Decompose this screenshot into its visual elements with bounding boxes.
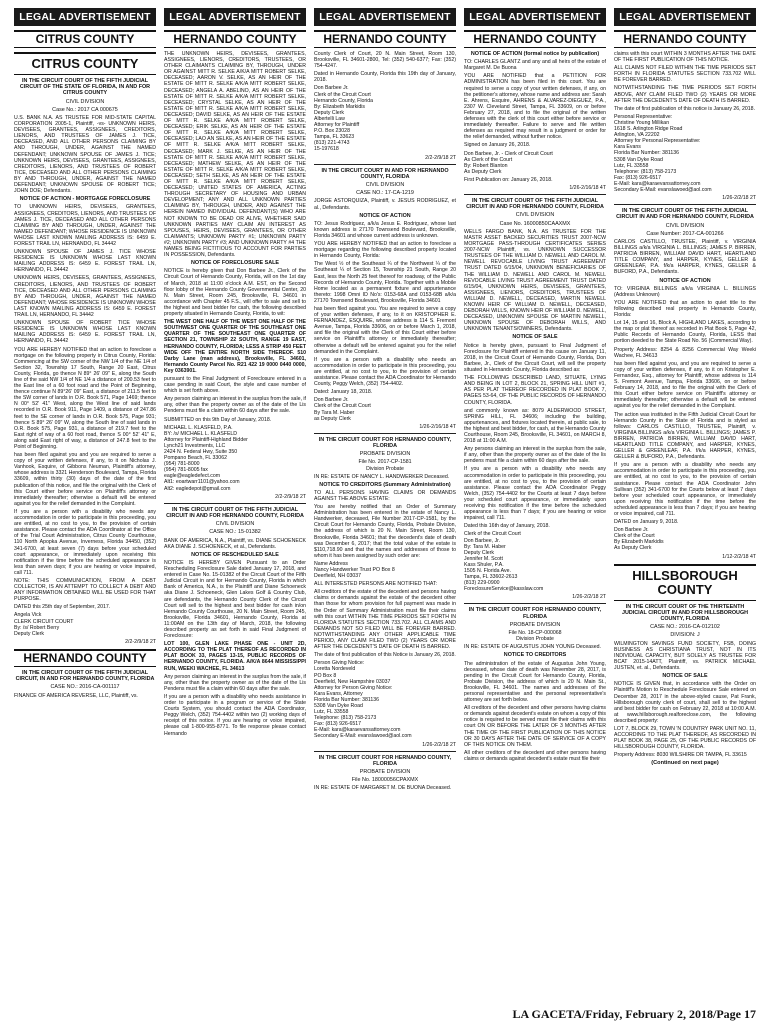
county-heading: HERNANDO COUNTY <box>164 30 306 48</box>
notice-text: YOU ARE HEREBY NOTIFIED that an action to foreclose a mortgage regarding the following described property located in Hernando County, Florida: <box>314 241 456 260</box>
notice-text: Any person claiming an interest in the surplus from the sale, if any, other than the property owner as of the date of the Lis Pendens must file a claim within 60 days after the sale. <box>164 396 306 415</box>
run-dates: 1/26-2/2/18 2T <box>422 741 456 748</box>
county-heading: HERNANDO COUNTY <box>464 30 606 48</box>
court-caption: IN THE CIRCUIT COURT OF THE FIFTH JUDICIAL CIRCUIT OF THE STATE OF FLORIDA, IN AND FOR CITRUS COUNTY <box>19 78 151 97</box>
notice-text: SUBMITTED on this 9th Day of January, 2018. <box>164 416 272 423</box>
notice-text: has been filed against you, and you are required to serve a copy of your written defenses, if any, to it on Kristopher E. Fernandez, Esq., attorney for Plaintiff, whose address is 114 S. Fremont Avenue, Tampa, Florida 33606, on or before February 14, 2018, and to file the original with the Clerk of this Court either before service on Plaintiff's attorney or immediately thereafter; otherwise a default will be entered against you for the relief demanded in the Complaint. <box>614 360 756 410</box>
divider <box>314 164 456 165</box>
court-caption: IN THE CIRCUIT COURT FOR HERNANDO COUNTY, FLORIDA <box>318 436 452 449</box>
court-caption: IN THE CIRCUIT COURT IN AND FOR HERNANDO COUNTY, FLORIDA <box>321 167 449 180</box>
notice-text: The date of first publication of this notice is January 26, 2018. <box>614 105 756 112</box>
divider <box>614 204 756 205</box>
county-heading: CITRUS COUNTY <box>14 52 156 75</box>
run-dates: 2/2-2/9/18 2T <box>125 638 156 645</box>
notice-text: County Clerk of Court, 20 N. Main Street, Room 130, Brooksville, FL 34601-2800, Tel: (352) 540-6377; Fax: (352) 754-4247. <box>314 51 456 70</box>
run-dates: 1/26-2/16/18 4T <box>419 423 456 430</box>
division-label: PROBATE DIVISION <box>359 451 411 458</box>
case-number: File No. 2017-CP-1581 Division Probate <box>358 459 412 472</box>
divider <box>314 433 456 434</box>
notice-text: The administration of the estate of Augustus John Young, deceased, whose date of death was November 28, 2017, is pending in the Circuit Court for Hernando County, Florida, Probate Division, the address of which is 20 N. Main St., Brooksville, FL 34601. The names and addresses of the personal representative and the personal representative's attorney are set forth below. <box>464 660 606 704</box>
case-number: CASE NO.: 2016-CA-001117 <box>50 684 120 691</box>
county-heading: CITRUS COUNTY <box>14 30 156 48</box>
legal-ad-header: LEGAL ADVERTISEMENT <box>614 8 756 26</box>
legal-description: LOT 100, GLEN LAKE PHASE ONE - UNIT 2D, ACCORDING TO THE PLAT THEREOF AS RECORDED IN PLAT BOOK 33, PAGES 13-15, PUBLIC RECORDS OF HERNANDO COUNTY, FLORIDA. A/K/A 8644 MISSISSIPPI RUN, WEEKI WACHEE, FL 34613 <box>164 641 306 672</box>
run-dates: 1/12-2/2/18 4T <box>722 553 756 560</box>
notice-text: All creditors of the estate of the decedent and persons having claims or demands against the estate of the decedent other than those for whom provision for full payment was made in the Order of Summary Administration must file their claims with this court WITHIN THE TIME PERIODS SET FORTH IN FLORIDA STATUTES SECTION 733.702. ALL CLAIMS AND DEMANDS NOT SO FILED WILL BE FOREVER BARRED. NOTWITHSTANDING ANY OTHER APPLICABLE TIME PERIOD, ANY CLAIM FILED TWO (2) YEARS OR MORE AFTER THE DECEDENT'S DATE OF DEATH IS BARRED. <box>314 589 456 651</box>
signature-block: Personal Representative: Christine Young Millikan 1618 S. Arlington Ridge Road Arlington, VA 22202 Attorney for Personal Representative: Kara Evans Florida Bar Number: 381136 5308 Van Dyke Road Lutz, FL 33558 Telephone: (813) 758-2173 Fax: (813) 926-6517 E-Mail: kara@karaevansattorney.com Secondary E-Mail: evanslawoed@aol.com <box>614 113 712 193</box>
legal-ad-header: LEGAL ADVERTISEMENT <box>164 8 306 26</box>
notice-text: TO: VIRGINIA BILLINGS a/k/a VIRGINIA L. BILLINGS (Address Unknown) <box>614 285 756 298</box>
case-number: File No. 18-CP-000068 Division Probate <box>508 630 562 643</box>
notice-text: If you are a person with a disability who needs any accommodation in order to participate in this proceeding, you are entitled, at no cost to you, to the provision of certain assistance. Please contact the ADA Coordinator John Sullivan (352) 341-6700 for the Courts below at least 7 days before your scheduled court appearance, or immediately upon receiving this notification if the time before the scheduled appearance is less than 7 days; if you are hearing or voice impaired, call 711. <box>614 462 756 518</box>
case-number: CASE NO.: 17-CA-1219 <box>356 190 414 197</box>
notice-text: Property Address: 8030 WILSHIRE DR TAMPA, FL 33615 <box>614 752 747 759</box>
column-5 <box>614 30 756 1002</box>
notice-text: NOTICE IS HEREBY GIVEN Pursuant to an Order Rescheduling Foreclosure Sale dated January 17, 2018, and entered in Case No. 15-01382 of the Circuit Court of the Fifth Judicial Circuit in and for Hernando County, Florida in which Bank of America, N.A., is the Plaintiff and Diane Schoeneck aka Diane J. Schoeneck, Glen Lakes Golf & Country Club, are defendants, the Hernando County Clerk of the Circuit Court will sell to the highest and best bidder for cash in/on Hernando County Courthouse, 20 N. Main Street, Room 245, Brooksville, Florida 34601, Hernando County, Florida at 11:00AM on the 13th day of March, 2018, the following described property as set forth in said Final Judgment of Foreclosure: <box>164 559 306 640</box>
case-number: CASE NO.: 15-01382 <box>209 529 261 536</box>
signature-block: MICHAEL L. KLASFELD, P.A. BY: /s/ MICHAEL L. KLASFELD Attorney for Plaintiff-Highland Bidder Lynch21 Investments, LLC 2424 N. Federal Hwy, Suite 350 Pompano Beach, FL 33062 (954) 781-8000 (954) 781-8005 fax eagle@eagledefect.com Alt1: eoartwarr1101@yahoo.com Alt2: eagledepot@gmail.com <box>164 424 248 492</box>
notice-text: Signed on January 26, 2018. <box>464 142 531 149</box>
notice-text: UNKNOWN HEIRS, DEVISEES, GRANTEES, ASSIGNEES, CREDITORS, LIENORS, AND TRUSTEES OF ROBERT TICE, DECEASED AND ALL OTHER PERSONS CLAIMING BY AND THROUGH, UNDER, AGAINST THE NAMED DEFENDANT; WHOSE RESIDENCE IS UNKNOWN WHOSE LAST KNOWN MAILING ADDRESS IS: 6459 E. FOREST TRAIL LN, HERNANDO, FL 34442 <box>14 275 156 319</box>
notice-text: NOTICE IS GIVEN that, in accordance with the Order on Plaintiff's Motion to Reschedule Foreclosure Sale entered on December 28, 2017 in the above-styled cause, Pat Frank, Hillsborough county clerk of court, shall sell to the highest and best bidder for cash on February 22, 2018 at 10:00 A.M. at www.hillsborough.realforeclose.com, the following described property: <box>614 681 756 724</box>
court-caption: IN THE CIRCUIT COURT OF THE FIFTH JUDICIAL CIRCUIT, IN AND FOR HERNANDO COUNTY, FLORIDA <box>15 669 155 683</box>
notice-title: NOTICE TO CREDITORS <box>503 652 567 659</box>
divider <box>464 603 606 604</box>
continued-note: (Continued on next page) <box>651 760 719 767</box>
notice-text: TO: CHARLES GLANTZ and any and all heirs of the estate of Margaret M. De Buona <box>464 59 606 72</box>
division-label: CIVIL DIVISION <box>665 222 705 229</box>
signature-block: Don Barbee Jr. Clerk of the Court By Elizabeth Markidis As Deputy Clerk <box>614 527 664 552</box>
legal-description: Lot 14, 15 and 16, Block A, HIGHLAND LAKES, according to the map or plat thereof as recorded in Plat Book 5, Page 42, Public Records of Hernando County, Florida, LESS that portion deeded to the State Road No. 56 (Commercial Way). <box>614 320 756 345</box>
notice-title: NOTICE OF ACTION <box>659 277 711 284</box>
legal-description: LOT 7, BLOCK 29, TOWN 'N COUNTRY PARK UNIT NO. 11, ACCORDING TO THE PLAT THEREOF, AS RECORDED IN PLAT BOOK 38, PAGE 25, OF THE PUBLIC RECORDS OF HILLSBOROUGH COUNTY, FLORIDA. <box>614 726 756 751</box>
court-caption: IN THE CIRCUIT COURT OF THE THIRTEENTH JUDICIAL CIRCUIT IN AND FOR HILLSBOROUGH COUNTY, FLORIDA <box>621 603 749 623</box>
county-heading: HERNANDO COUNTY <box>14 649 156 667</box>
legal-description: THE FOLLOWING DESCRIBED LAND, SITUATE, LYING AND BEING IN LOT 2, BLOCK 21, SPRING HILL UNIT #1, AS PER PLAT THEREOF RECORDED IN PLAT BOOK 7, PAGES 53-64, OF THE PUBLIC RECORDS OF HERNANDO COUNTY, FLORIDA. <box>464 375 606 406</box>
division-label: CIVIL DIVISION <box>65 98 105 105</box>
notice-text: YOU ARE NOTIFIED that an action to quiet title to the following described real property in Hernando County, Florida: <box>614 299 756 319</box>
division-label: DIVISION: J <box>670 632 700 639</box>
notice-text: and commonly known as: 8079 ALDERWOOD STREET, SPRING HILL, FL 34606; including the building, appurtenances, and fixtures located therein, at public sale, to the highest and best bidder, for cash, at the Hernando County Courthouse, Room 245, Brooksville, FL 34601, on MARCH 8, 2018 at 11:00 A.M. <box>464 407 606 445</box>
notice-text: NOTWITHSTANDING THE TIME PERIODS SET FORTH ABOVE, ANY CLAIM FILED TWO (2) YEARS OR MORE AFTER THE DECEDENT'S DATE OF DEATH IS BARRED. <box>614 85 756 104</box>
notice-text: ALL CLAIMS NOT FILED WITHIN THE TIME PERIODS SET FORTH IN FLORIDA STATUTES SECTION 733.702 WILL BE FOREVER BARRED. <box>614 65 756 84</box>
parties-text: IN RE: ESTATE OF AUGUSTUS JOHN YOUNG Deceased. <box>464 644 601 651</box>
court-caption: IN THE CIRCUIT COURT OF THE FIFTH JUDICIAL CIRCUIT IN AND FOR HERNANDO COUNTY, FLORIDA <box>616 208 754 221</box>
notice-text: All other creditors of the decedent and other persons having claims or demands against decedent's estate must file their <box>464 749 606 762</box>
run-dates: 1/26-2/16/18 4T <box>569 184 606 191</box>
notice-text: YOU ARE HEREBY NOTIFIED that an action to foreclose a mortgage on the following property in Citrus County, Florida: Commencing at the SW corner of the NW 1/4 of the NE 1/4 of Section 32, Township 17 South, Range 20 East, Citrus County, Florida, go thence N 89° 26' 09" E, along the South line of the said NW 1/4 of NE 1/4 a distance of 200.53 feet to the East line of a 60 foot road and the Point of Beginning, thence continue N 89°26' 09" East, a distance of 211.5 feet to the SW corner of lands in O.R. Book 571, Page 1469; thence N 00° 52' 41" West, along the West line of said lands recorded in O.R. Book 911, Page 1409, a distance of 247.86 feet to the SE corner of lands in O.R. Book 575, Page 931; thence S 89° 26' 09" W, along the South line of said lands in O.R. Book 575, Page 931, a distance of 219.7 feet to the East right of way of a 60 foot road, thence S 00° 52' 41" E, along said East right of way, a distance of 247.8 feet to the Point of Beginning. <box>14 346 156 450</box>
case-number: CASE NO.: 2016-CA-012102 <box>650 624 720 631</box>
division-label: PROBATE DIVISION <box>509 621 561 628</box>
case-number: File No. 18000056CPAXMX <box>351 777 419 784</box>
signature-block: Angela Vick CLERK CIRCUIT COURT By: /s/ Robert Berry Deputy Clerk <box>14 612 74 637</box>
notice-text: claims with this court WITHIN 3 MONTHS AFTER THE DATE OF THE FIRST PUBLICATION OF THIS NOTICE. <box>614 51 756 64</box>
notice-text: If you are a person with a disability who needs any accommodation in order to participate in this proceeding, you are entitled, at no cost to you, to the provision of certain assistance. Please contact the ADA Coordinator at the Office of the Trial Court Administration, Citrus County Courthouse, 110 North Apopka Avenue, Inverness, Florida 34450, (352) 341-6700, at least seven (7) days before your scheduled court appearance, or immediately upon receiving this notification if the time before the scheduled appearance is less than seven days; if you are hearing or voice impaired, call 711. <box>14 508 156 576</box>
parties-text: THE UNKNOWN HEIRS, DEVISEES, GRANTEES, ASSIGNEES, LIENORS, CREDITORS, TRUSTEES, OR OTHER CLAIMANTS CLAIMING BY, THROUGH, UNDER OR AGAINST MITT R. SELKE A/K/A MITT ROBERT SELKE, DECEASED; AARON V. SELKE, AS AN HEIR OF THE ESTATE OF MITT R. SELKE A/K/A MITT ROBERT SELKE, DECEASED; ANGELA A. ABELINO, AS AN HEIR OF THE ESTATE OF MITT R. SELKE A/K/A MITT ROBERT SELKE, DECEASED; CRYSTAL SELKE, AS AN HEIR OF THE ESTATE OF MITT R. SELKE A/K/A MITT ROBERT SELKE, DECEASED; DAVID SELKE, AS AN HEIR OF THE ESTATE OF MITT R. SELKE A/K/A MITT ROBERT SELKE, DECEASED; ERIK SELKE, AS AN HEIR OF THE ESTATE OF MITT R. SELKE A/K/A MITT ROBERT SELKE, DECEASED; LAO AN SELKE, AS AN HEIR OF THE ESTATE OF MITT R. SELKE A/K/A MITT ROBERT SELKE, DECEASED; MARK J. SELKE, AS AN HEIR OF THE ESTATE OF MITT R. SELKE A/K/A MITT ROBERT SELKE, DECEASED; MATHEW SELKE, AS AN HEIR OF THE ESTATE OF MITT R. SELKE A/K/A MITT ROBERT SELKE, DECEASED; SETH SELKE, AS AN HEIR OF THE ESTATE OF MITT R. SELKE A/K/A MITT ROBERT SELKE, DECEASED; UNITED STATES OF AMERICA, ACTING THROUGH SECRETARY OF HOUSING AND URBAN DEVELOPMENT; ANY AND ALL UNKNOWN PARTIES CLAIMING BY, THROUGH, UNDER, AND AGAINST THE HEREIN NAMED INDIVIDUAL DEFENDANT(S) WHO ARE NOT KNOWN TO BE DEAD OR ALIVE, WHETHER SAID UNKNOWN PARTIES MAY CLAIM AN INTEREST AS SPOUSES, HEIRS, DEVISEES, GRANTEES, OR OTHER CLAIMANTS; UNKNOWN PARTY #1; UNKNOWN PARTY #2; UNKNOWN PARTY #3; AND UNKNOWN PARTY #4 THE NAMES BEING FICTITIOUS TO ACCOUNT FOR PARTIES IN POSSESSION, Defendants. <box>164 51 306 259</box>
column-4 <box>464 30 606 1002</box>
signature-block: Don Barbee Jr. Clerk of the Circuit Court Hernando County, Florida By: Elizabeth Markidis Deputy Clerk Albertelli Law Attorney for Plaintiff P.O. Box 23028 Tampa, FL 33623 (813) 221-4743 15-197618 <box>314 85 374 153</box>
notice-text: Dated: January 18, 2018. <box>314 389 373 396</box>
header-row <box>14 8 756 26</box>
notice-title: NOTICE OF ACTION <box>359 212 411 219</box>
notice-text: If you are a person with a disability who needs an accommodation in order to participate in this proceeding, you are entitled, at no cost to you, to the provision of certain assistance. Please contact the ADA Coordinator for Hernando County, Peggy Welch, (352) 754-4402. <box>314 356 456 388</box>
signature-block: Clerk of the Circuit Court Don Barbee, Jr. By: Tara M. Haber Deputy Clerk Jennifer M. Scott Kass Shuler, P.A. 1505 N. Florida Ave. Tampa, FL 33602-2613 (813) 229-0900 ForeclosureService@kasslaw.com <box>464 531 544 593</box>
signature-block: Don Barbee Jr. Clerk of the Circuit Court By Tara M. Haber as Deputy Clerk <box>314 397 371 422</box>
notice-text: TO: Jesus Rodriguez, a/k/a Jesus E. Rodriguez, whose last known address is 27170 Townsend Boulevard, Brooksville, Florida 34601 and whose current address is unknown. <box>314 220 456 239</box>
notice-title: NOTICE TO CREDITORS (Summary Administration) <box>319 481 451 488</box>
court-caption: IN THE CIRCUIT COURT FOR HERNANDO COUNTY, FLORIDA <box>468 607 602 620</box>
division-label: CIVIL DIVISION <box>515 212 555 219</box>
parties-text: JORGE ASTORQUIZA, Plaintiff, v. JESUS RODRIGUEZ, et al., Defendants. <box>314 198 456 211</box>
parties-text: IN RE: ESTATE OF NANCY L. HANDWERKER Deceased. <box>314 473 450 480</box>
page-footer: LA GACETA/Friday, February 2, 2018/Page 17 <box>512 1007 756 1021</box>
notice-title: NOTICE OF SALE <box>662 673 708 680</box>
notice-text: UNKNOWN SPOUSE OF JAMES J. TICE WHOSE RESIDENCE IS UNKNOWN WHOSE LAST KNOWN MAILING ADDRESS IS: 6459 E. FOREST TRAIL LN, HERNANDO, FL 34442 <box>14 249 156 274</box>
run-dates: 1/26-2/2/18 2T <box>572 594 606 601</box>
division-label: PROBATE DIVISION <box>359 769 411 776</box>
notice-text: All creditors of the decedent and other persons having claims or demands against decedent's estate on whom a copy of this notice is required to be served must file their claims with this court ON OR BEFORE THE LATER OF 3 MONTHS AFTER THE TIME OF THE FIRST PUBLICATION OF THIS NOTICE OR 30 DAYS AFTER THE DATE OF SERVICE OF A COPY OF THIS NOTICE ON THEM. <box>464 705 606 748</box>
division-label: CIVIL DIVISION <box>215 521 255 528</box>
court-caption: IN THE CIRCUIT COURT OF THE FIFTH JUDICIAL CIRCUIT IN AND FOR HERNANDO COUNTY, FLORIDA <box>466 198 604 211</box>
run-dates: 2/2-2/9/18 2T <box>425 154 456 161</box>
notice-text: NOTICE is hereby given that Don Barbee Jr., Clerk of the Circuit Court of Hernando County, Florida, will on the 1st day of March, 2018 at 11:00 o'clock A.M. EST, on the Second floor lobby of the Hernando County Governmental Center, 20 N. Main Street, Room 245, Brooksville, FL 34601 in accordance with Chapter 45 F.S., will offer to sale and sell to the highest and best bidder for cash, the following described property situated in Hernando County, Florida, to wit: <box>164 268 306 318</box>
legal-description: The West ½ of the Southeast ¼ of the Northwest ¼ of the Southeast ¼ of Section 15, Township 21 South, Range 20 East, less the North 25 feet thereof for roadway, of the Public Records of Hernando County, Florida. Together with a Mobile Home located as a permanent fixture and appurtenance thereto: 1998 Omni ID No's: 0153-68A and 0153-68B a/k/a 27170 Townsend Boulevard, Brooksville, Florida 34601 <box>314 261 456 304</box>
notice-text: The date of first publication of this Notice is January 26, 2018. <box>314 652 456 659</box>
county-heading: HERNANDO COUNTY <box>314 30 456 48</box>
notice-text: YOU ARE NOTIFIED that a PETITION FOR ADMINISTRATION has been filed in this court. You are required to serve a copy of your written defenses, if any, on the petitioner's attorney, whose name and address are: Sarah E. Ahrens, Esquire, AHRENS & ALVAREZ-DIEGUEZ, P.A., 2307 W. Cleveland Street, Tampa, FL 33609, on or before February 27, 2018, and to file the original of the written defenses with the clerk of this court either before service or immediately thereafter. Failure to serve and file written defenses as required may result in a judgment or order for the relief demanded, without further notice. <box>464 73 606 141</box>
case-number: Case Number: 2017-CA-001266 <box>646 230 724 237</box>
notice-text: has been filed against you. You are required to serve a copy of your written defenses, if any, to it on KRISTOPHER E. FERNANDEZ, ESQUIRE, whose address is 114 S. Fremont Avenue, Tampa, Florida 33606, on or before March 1, 2018, and file the original with the Clerk of this Court either before service on Plaintiff's attorney or immediately thereafter; otherwise a default will be entered against you for the relief demanded in the Complaint. <box>314 306 456 355</box>
notice-text: You are hereby notified that an Order of Summary Administration has been entered in the estate of Nancy L. Handwerker, deceased, File Number 2017-CP-1581, by the Circuit Court for Hernando County, Florida, Probate Division, the address of which is 20 N. Main Street, Room 130, Brooksville, Florida 34601; that the decedent's date of death was December 6, 2017; that the total value of the estate is $110,718.90 and that the names and addresses of those to whom it has been assigned by such order are: <box>314 504 456 559</box>
column-1 <box>14 30 156 1002</box>
parties-text: IN RE: ESTATE OF MARGARET M. DE BUONA Deceased. <box>314 785 452 792</box>
court-caption: IN THE CIRCUIT COURT OF THE FIFTH JUDICIAL CIRCUIT IN AND FOR HERNANDO COUNTY, FLORIDA <box>166 506 304 519</box>
signature-block: Person Giving Notice: Loretta Nordeveld PO Box 8 Deerfield, New Hampshire 03037 Attorney for Person Giving Notice: Kara Evans, Attorney Florida Bar Number: 381136 5308 Van Dyke Road Lutz, FL 33558 Telephone: (813) 758-2173 Fax: (813) 926-6517 E-Mail: kara@karaevansattorney.com Secondary E-Mail: evanslawoed@aol.com <box>314 660 412 740</box>
legal-ad-header: LEGAL ADVERTISEMENT <box>464 8 606 26</box>
parties-text: BANK OF AMERICA, N.A., Plaintiff, vs. DIANE SCHOENECK AKA DIANE J. SCHOENECK, et al., Defendants. <box>164 537 306 550</box>
parties-text: WILMINGTON SAVINGS FUND SOCIETY, FSB, DOING BUSINESS AS CHRISTIANA TRUST, NOT IN ITS INDIVIDUAL CAPACITY, BUT SOLELY AS TRUSTEE FOR BCAT 2015-14ATT, Plaintiff, vs. PATRICK MICHAEL JUSTEN, et. al., Defendants. <box>614 640 756 672</box>
assignee-table: Name Address Nancy Handwerker Trust PO Box 8 Deerfield, NH 03037 <box>314 560 395 580</box>
case-number: Case No. 16000850CAAXMX <box>499 220 571 227</box>
notice-text: pursuant to the Final Judgment of Foreclosure entered in a case pending in said Court, the style and case number of which is set forth above. <box>164 375 306 395</box>
notice-title: NOTICE OF RESCHEDULED SALE <box>191 551 279 558</box>
notice-text: Dated this 16th day of January, 2018. <box>464 523 550 530</box>
notice-title: NOTICE OF ACTION (formal notice by publication) <box>470 51 600 57</box>
column-3 <box>314 30 456 1002</box>
county-heading: HILLSBOROUGH COUNTY <box>614 564 756 601</box>
division-label: CIVIL DIVISION <box>365 182 405 188</box>
notice-text: The action was instituted in the Fifth Judicial Circuit Court for Hernando County in the State of Florida and is styled as follows: CARLOS CASTILLO, TRUSTEE, Plaintiff, v. VIRGINIA BILLINGS a/k/a VIRGINIA L. BILLINGS; JAMES P. BIRREN, PATRICIA BIRREN, WILLIAM DAVID HART, HEARTLAND TITLE COMPANY, and HARPER, KYNES, GELLER & GREENLEAF, P.A. f/k/a HARPER, KYNES, GELLER & BUFORD, P.A., Defendants. <box>614 411 756 461</box>
notice-text: If you are a person with a disability who needs assistance in order to participate in a program or service of the State Courts System, you should contact the ADA Coordinator, Peggy Welch, (352) 754-4402 within two (2) working days of receipt of this notice. If you are hearing or voice impaired, please call 1-800-955-8771. To file response please contact Hernando <box>164 693 306 737</box>
court-caption: IN THE CIRCUIT COURT FOR HERNANDO COUNTY, FLORIDA <box>318 754 452 767</box>
notice-text: Notice is hereby given, pursuant to Final Judgment of Foreclosure for Plaintiff entered in this cause on January 11, 2018, in the Circuit Court of Hernando County, Florida, Don Barbee, Jr., Clerk of the Circuit Court, will sell the property situated in Hernando County, Florida described as: <box>464 342 606 374</box>
signature-block: Don Barbee, Jr. - Clerk of Circuit Court As Clerk of the Court By: Robert Blanton As Deputy Clerk <box>464 150 553 175</box>
divider <box>164 503 306 504</box>
newspaper-page <box>14 8 756 1008</box>
county-heading: HERNANDO COUNTY <box>614 30 756 48</box>
parties-text: CARLOS CASTILLO, TRUSTEE, Plaintiff, v. VIRGINIA BILLINGS a/k/a VIRGINIA L. BILLINGS; JAMES P. BIRREN, PATRICIA BIRREN, WILLIAM DAVID HART, HEARTLAND TITLE COMPANY, and HARPER, KYNES, GELLER & GREENLEAF, P.A. f/k/a HARPER, KYNES, GELLER & BUFORD, P.A., Defendants. <box>614 238 756 276</box>
notice-text: TO ALL PERSONS HAVING CLAIMS OR DEMANDS AGAINST THE ABOVE ESTATE: <box>314 489 456 502</box>
notice-text: Any person claiming an interest in the surplus from the sale, if any, other than the property owner as of the date of the Lis Pendens must file a claim within 60 days after the sale. <box>164 673 306 692</box>
notice-text: UNKNOWN SPOUSE OF ROBERT TICE WHOSE RESIDENCE IS UNKNOWN WHOSE LAST KNOWN MAILING ADDRESS IS: 6459 E. FOREST TRAIL LN, HERNANDO, FL 34442 <box>14 320 156 345</box>
parties-text: U.S. BANK N.A. AS TRUSTEE FOR MID-STATE CAPITAL CORPORATION 2005-1, Plaintiff, -vs- UNKNOWN HEIRS, DEVISEES, GRANTEES, ASSIGNEES, CREDITORS, LIENORS, AND TRUSTEES OF JAMES J. TICE, DECEASED, AND ALL OTHER PERSONS CLAIMING BY AND THROUGH, UNDER, AGAINST THE NAMED DEFENDANT; UNKNOWN SPOUSE OF JAMES J. TICE; UNKNOWN HEIRS, DEVISEES, GRANTEES, ASSIGNEES, CREDITORS, LIENORS, AND TRUSTEES OF ROBERT TICE, DECEASED AND ALL OTHER PERSONS CLAIMING BY AND THROUGH, UNDER, AGAINST THE NAMED DEFENDANT; UNKNOWN SPOUSE OF ROBERT TICE; JOHN DOE; Defendants. <box>14 115 156 195</box>
legal-ad-header: LEGAL ADVERTISEMENT <box>14 8 156 26</box>
notice-text: If you are a person with a disability who needs any accommodation in order to participate in this proceeding, you are entitled, at no cost to you, to the provision of certain assistance. Please contact the ADA Coordinator Peggy Welch, (352) 754-4402 for the Courts at least 7 days before your scheduled court appearance, or immediately upon receiving this notification if the time before the scheduled appearance is less than 7 days; if you are hearing or voice impaired, call 711. <box>464 466 606 522</box>
notice-text: DATED on January 9, 2018. <box>614 519 679 526</box>
divider <box>464 194 606 195</box>
notice-text: Any persons claiming an interest in the surplus from the sale, if any, other than the property owner as of the date of the lis pendens must file a claim within 60 days after the sale. <box>464 446 606 465</box>
run-dates: 2/2-2/9/18 2T <box>275 493 306 500</box>
notice-text: has been filed against you and you are required to serve a copy of your written defenses, if any, to it on Nicholas J. Vanhook, Esquire, of Gibbons Neuman, Plaintiff's attorney, whose address is 3321 Henderson Boulevard, Tampa, Florida 33609, within thirty (30) days of the date of the first publication of this notice, and file the original with the Clerk of this Court either before service on Plaintiff's attorney or immediately thereafter; otherwise a default will be entered against you for the relief demanded in the Complaint. <box>14 452 156 507</box>
notice-title: NOTICE OF ACTION - MORTGAGE FORECLOSURE <box>19 196 151 203</box>
notice-text: Dated in Hernando County, Florida this 19th day of January, 2018. <box>314 71 456 84</box>
notice-text: First Publication on: January 26, 2018. <box>464 176 553 183</box>
columns <box>14 30 756 1002</box>
parties-text: FINANCE OF AMERICA REVERSE, LLC, Plaintiff, vs. <box>14 692 138 699</box>
notice-text: ALL INTERESTED PERSONS ARE NOTIFIED THAT: <box>314 581 437 588</box>
legal-ad-header: LEGAL ADVERTISEMENT <box>314 8 456 26</box>
parties-text: WELLS FARGO BANK, N.A. AS TRUSTEE FOR THE MASTR ASSET BACKED SECURITIES TRUST 2007-NCW MORTGAGE PASS-THROUGH CERTIFICATES SERIES 2007-NCW Plaintiff, vs. UNKNOWN SUCCESSOR TRUSTEES OF THE WILLIAM D. NEWELL AND CAROL M. NEWELL REVOCABLE LIVING TRUST AGREEMENT TRUST DATED 6/15/04, UNKNOWN BENEFICIARIES OF THE WILLIAM D. NEWELL AND CAROL M. NEWELL REVOCABLE LIVING TRUST AGREEMENT TRUST DATED 6/15/04, UNKNOWN HEIRS, DEVISEES, GRANTEES, ASSIGNEES, LIENORS, CREDITORS, TRUSTEES OF WILLIAM D. NEWELL, DECEASED, MARTIN NEWELL KNOWN HEIR OF WILLIAM D. NEWELL, DECEASED, DEBORAH WILLS, KNOWN HEIR OF WILLIAM D. NEWELL, DECEASED, UNKNOWN SPOUSE OF MARTIN NEWELL, UNKNOWN SPOUSE OF DEBORAH WILLS, AND UNKNOWN TENANTS/OWNERS, Defendants. <box>464 228 606 333</box>
run-dates: 1/26-2/2/18 2T <box>722 195 756 202</box>
notice-text: TO UNKNOWN HEIRS, DEVISEES, GRANTEES, ASSIGNEES, CREDITORS, LIENORS, AND TRUSTEES OF JAMES J. TICE, DECEASED AND ALL OTHER PERSONS CLAIMING BY AND THROUGH, UNDER, AGAINST THE NAMED DEFENDANT; WHOSE RESIDENCE IS UNKNOWN WHOSE LAST KNOWN MAILING ADDRESS IS: 6459 E. FOREST TRAIL LN, HERNANDO, FL 34442 <box>14 204 156 247</box>
notice-title: NOTICE OF FORECLOSURE SALE <box>190 260 280 267</box>
notice-title: NOTICE OF SALE <box>512 334 558 341</box>
case-number: Case No.: 2017 CA 000675 <box>52 106 118 113</box>
column-2 <box>164 30 306 1002</box>
divider <box>314 751 456 752</box>
notice-text: DATED this 25th day of September, 2017. <box>14 604 111 611</box>
notice-text: NOTE: THIS COMMUNICATION, FROM A DEBT COLLECTOR, IS AN ATTEMPT TO COLLECT A DEBT AND ANY INFORMATION OBTAINED WILL BE USED FOR THAT PURPOSE. <box>14 577 156 603</box>
notice-text: Property Address: 8254 & 8256 Commercial Way Weeki Wachee, FL 34613 <box>614 346 756 359</box>
legal-description: THE WEST ONE HALF OF THE WEST ONE HALF OF THE SOUTHWEST ONE QUARTER OF THE SOUTHEAST ONE QUARTER OF THE SOUTHEAST ONE QUARTER OF SECTION 21, TOWNSHIP 22 SOUTH, RANGE 19 EAST, HERNANDO COUNTY, FLORIDA; LESS A STRIP 450 FEET WIDE OFF THE ENTIRE NORTH SIDE THEREOF. 510 Darby Lane (man address), Brooksville, FL 34601, Hernando County Parcel No. R21 422 19 0000 0440 0000, Key 0363901. <box>164 319 306 374</box>
